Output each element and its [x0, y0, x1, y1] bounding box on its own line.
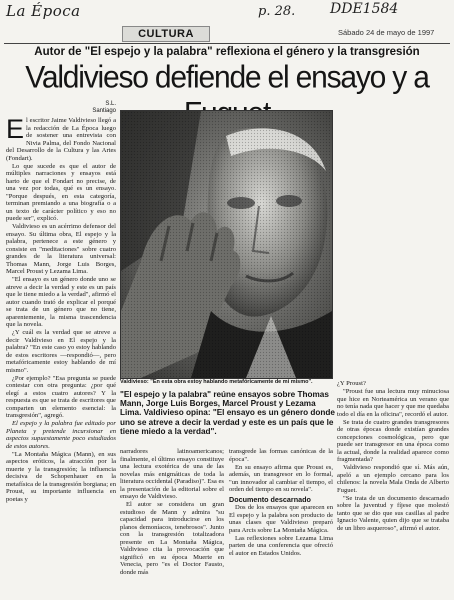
article-kicker: Autor de "El espejo y la palabra" reflexiona el género y la transgresión	[34, 46, 420, 58]
byline-author: S.L.	[105, 101, 116, 107]
byline	[80, 101, 116, 115]
article-column-right	[337, 110, 449, 598]
article-paragraph: transgrede las formas canónicas de la época".	[229, 448, 333, 463]
article-paragraph: Dos de los ensayos que aparecen en El espejo y la palabra son producto de unas clases que Valdivieso preparó para Arcis sobre La Montaña Mágica.	[229, 504, 333, 534]
article-paragraph: El espejo y la palabra fue editado por Planeta y pretende incursionar en aspectos supuestamente poco estudiados de estos autores.	[6, 420, 116, 450]
article-question: ¿Y Proust?	[337, 380, 366, 387]
header-rule	[4, 43, 450, 44]
article-paragraph: narradores latinoamericanos; finalmente, el último ensayo constituye una lectura exotérica de una de las novelas más enigmáticas de toda la literatura occidental (Paradiso)". Esa es la presentación de la editorial sobre el ensayo de Valdivieso.	[120, 448, 224, 500]
article-paragraph: Lo que sucede es que el autor de múltiples narraciones y ensayos está harto de que el Fondart no precise, de una vez por todas, qué es un ensayo. "Porque después, en esta categoría, terminan premiando a una biografía o a un texto de carácter político y eso no puede ser", explicó.	[6, 162, 116, 222]
article-subhead: Documento descarnado	[229, 494, 311, 504]
article-paragraph: El autor se considera un gran estudioso de Mann y admira "su capacidad para introducirse en los planos demoníacos, tenebrosos". Junto con la transgresión totalizadora presente en La Montaña Mágica, Valdivieso cita la provocación que significó en su época Muerte en Venecia, pero "es el Doctor Fausto, donde más	[120, 501, 224, 576]
article-paragraph: Las reflexiones sobre Lezama Lima parten de una conferencia que ofreció el autor en Estados Unidos.	[229, 534, 333, 557]
article-paragraph: ¿Por ejemplo? "Esa pregunta se puede contestar con otra pregunta: ¿por qué elegí a estos cuatro autores? Y la respuesta es que se trata de escritores que comparten un elemento esencial: la transgresión", agregó.	[6, 374, 116, 419]
handwritten-code-note: DDE1584	[330, 1, 399, 17]
pull-quote: "El espejo y la palabra" reúne ensayos sobre Thomas Mann, Jorge Luis Borges, Marcel Proust y Lezama Lima. Valdivieso opina: "El ensayo es un género donde uno se atreve a decir la verdad y este es un país que le tiene miedo a la verdad".	[120, 390, 335, 436]
handwritten-source-note: La Época	[6, 2, 81, 20]
author-photo-image	[121, 111, 332, 378]
author-photo	[120, 110, 333, 379]
article-paragraph: Se trata de cuatro grandes transgresores de otras épocas donde existían grandes concepciones cosmológicas, pero que puede ser transgresor en una época como la actual, donde la realidad aparece como fragmentada?	[337, 418, 449, 463]
section-label: CULTURA	[122, 26, 210, 42]
publication-date: Sábado 24 de mayo de 1997	[338, 28, 435, 37]
drop-cap: E	[6, 117, 25, 144]
article-column-middle-1	[120, 448, 224, 598]
handwritten-page-note: p. 28.	[258, 4, 296, 19]
lead-text: l escritor Jaime Valdivieso llegó a la redacción de La Época luego de sostener una entrevista con Nivia Palma, del Fondo Nacional del Desarrollo de la Cultura y las Artes (Fondart).	[6, 117, 116, 162]
article-column-middle-2	[229, 448, 333, 598]
article-paragraph: Valdivieso respondió que sí. Más aún, apeló a un ejemplo cercano para los chilenos: la novela Mala Onda de Alberto Fuguet.	[337, 464, 449, 494]
article-paragraph: "El ensayo es un género donde uno se atreve a decir la verdad y este es un país que le tiene miedo a la verdad", afirmó el autor cuando trató de explicar el porqué se trata de un género que no tiene, aparentemente, la misma trascendencia que la novela.	[6, 276, 116, 328]
article-paragraph: "Se trata de un documento descarnado sobre la juventud y fíjese que molestó tanto que se dio que sus casillas al padre Ignacio Valente, quien dijo que se trataba de un libro asqueroso", afirmó el autor.	[337, 494, 449, 532]
article-paragraph-lead	[6, 117, 116, 162]
photo-caption: Valdivieso: "En esta obra estoy hablando metafóricamente de mi mismo".	[120, 379, 313, 385]
article-paragraph: En su ensayo afirma que Proust es, además, un transgresor en lo formal, "un innovador al cambiar el tiempo, el orden del tiempo en su novela".	[229, 463, 333, 493]
byline-place: Santiago	[92, 108, 116, 114]
article-paragraph: ¿Y cuál es la verdad que se atreve a decir Valdivieso en El espejo y la palabra? "En este caso yo estoy hablando de estos escritores —respondió—, pero metafóricamente estoy hablando de mí mismo".	[6, 329, 116, 374]
article-paragraph: Valdivieso es un acérrimo defensor del ensayo. Su última obra, El espejo y la palabra, pertenece a este género y consiste en "meditaciones" sobre cuatro grandes de la literatura universal: Thomas Mann, Jorge Luis Borges, Marcel Proust y Lezama Lima.	[6, 223, 116, 275]
article-column-left	[6, 117, 116, 597]
article-headline: Valdivieso defiende el ensayo y a	[25, 60, 429, 95]
article-paragraph: "Proust fue una lectura muy minuciosa que hice en Norteamérica un verano que no tenía nada que hacer y que me quedaba todo el día en la oficina", recordó el autor.	[337, 388, 449, 418]
article-paragraph: "La Montaña Mágica (Mann), en sus aspectos eróticos, la atracción por la muerte y la transgresión; la influencia decisiva de Schopenhauer en la metafísica de la transgresión borgiana; en Proust, su importante influencia en poetas y	[6, 450, 116, 503]
